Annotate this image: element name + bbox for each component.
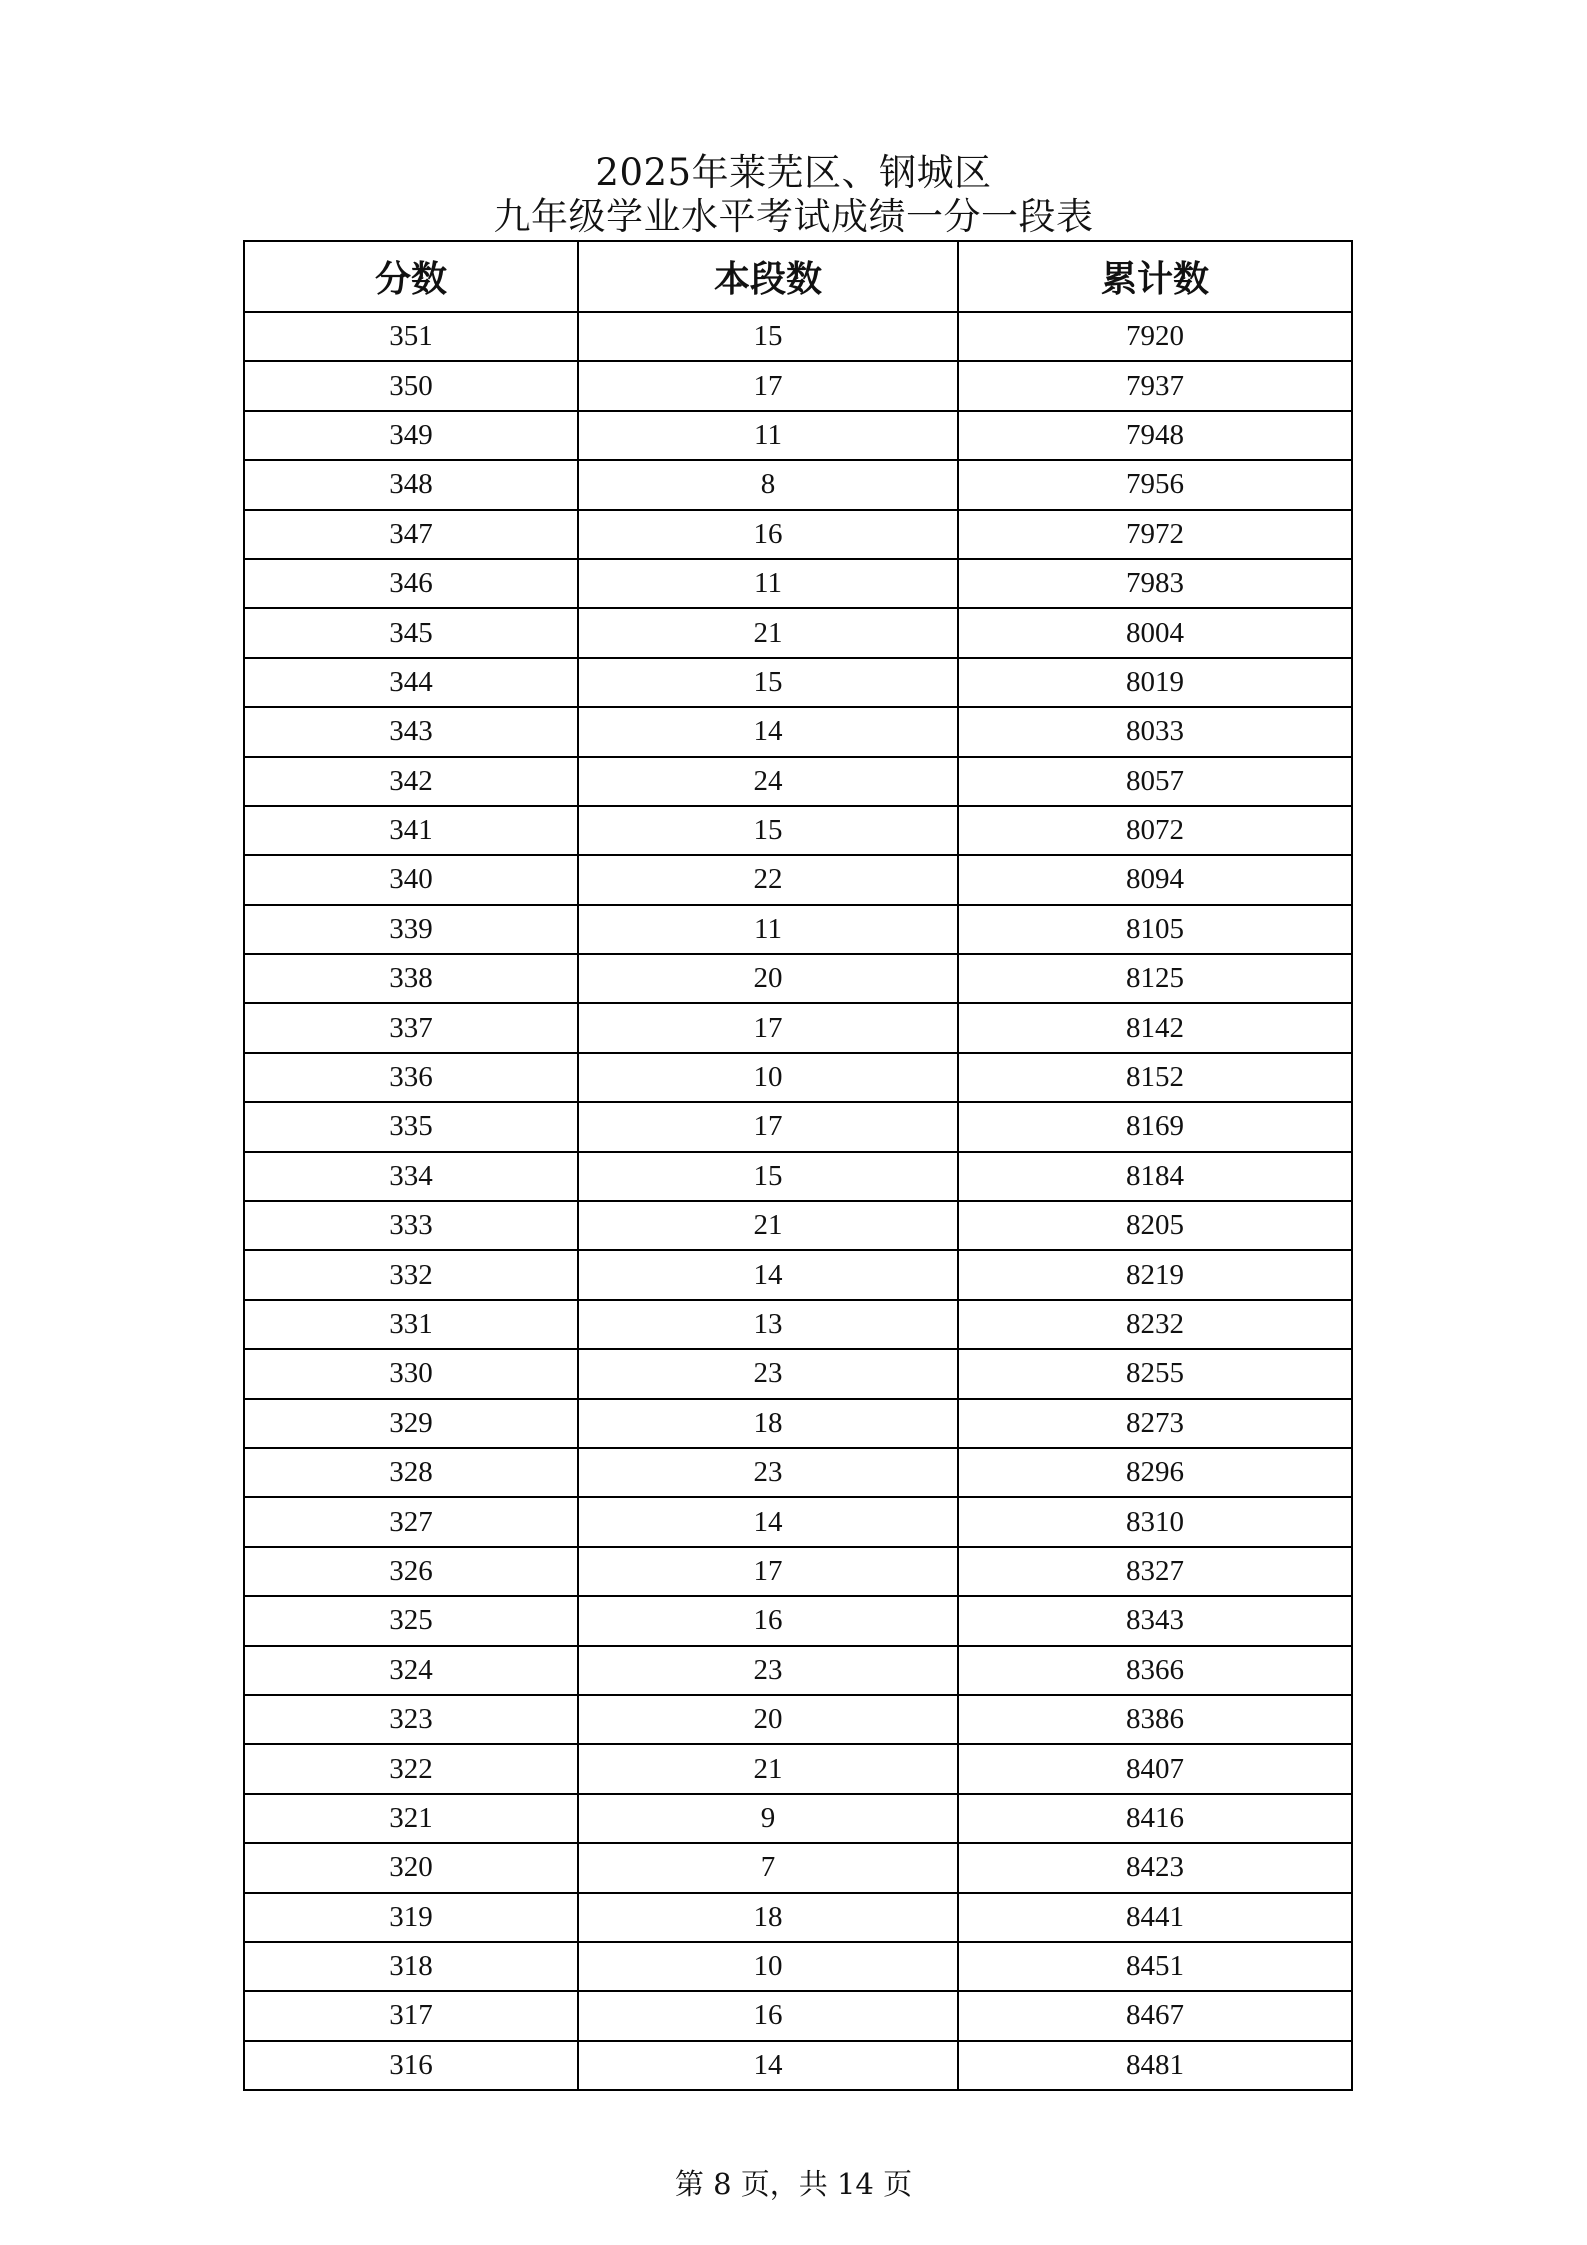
segment-count-cell: 24 [578,757,958,806]
table-row [244,312,1352,361]
score-cell: 348 [244,460,578,509]
table-row [244,1053,1352,1102]
cumulative-count-cell: 8184 [958,1152,1352,1201]
segment-count-cell: 22 [578,855,958,904]
score-cell: 317 [244,1991,578,2040]
segment-count-cell: 8 [578,460,958,509]
table-row [244,411,1352,460]
segment-count-cell: 11 [578,905,958,954]
table-row [244,1695,1352,1744]
score-cell: 330 [244,1349,578,1398]
table-row [244,1201,1352,1250]
score-cell: 335 [244,1102,578,1151]
segment-count-cell: 23 [578,1646,958,1695]
cumulative-count-cell: 8423 [958,1843,1352,1892]
cumulative-count-cell: 8105 [958,905,1352,954]
segment-count-cell: 17 [578,1102,958,1151]
segment-count-cell: 20 [578,1695,958,1744]
table-row [244,510,1352,559]
cumulative-count-cell: 8169 [958,1102,1352,1151]
score-cell: 351 [244,312,578,361]
segment-count-cell: 14 [578,1497,958,1546]
score-cell: 328 [244,1448,578,1497]
page-footer: 第 8 页，共 14 页 [674,2167,913,2201]
segment-count-cell: 16 [578,510,958,559]
table-row [244,757,1352,806]
table-row [244,608,1352,657]
cumulative-count-cell: 8219 [958,1250,1352,1299]
score-cell: 323 [244,1695,578,1744]
cumulative-count-cell: 8386 [958,1695,1352,1744]
table-row [244,658,1352,707]
score-cell: 326 [244,1547,578,1596]
segment-count-cell: 14 [578,1250,958,1299]
score-cell: 324 [244,1646,578,1695]
cumulative-count-cell: 8094 [958,855,1352,904]
score-cell: 334 [244,1152,578,1201]
cumulative-count-cell: 8125 [958,954,1352,1003]
table-row [244,1596,1352,1645]
table-row [244,855,1352,904]
table-row [244,1942,1352,1991]
segment-count-cell: 7 [578,1843,958,1892]
cumulative-count-cell: 8296 [958,1448,1352,1497]
cumulative-count-cell: 8205 [958,1201,1352,1250]
table-row [244,1991,1352,2040]
segment-count-cell: 11 [578,411,958,460]
cumulative-count-cell: 8072 [958,806,1352,855]
segment-count-cell: 23 [578,1349,958,1398]
cumulative-count-cell: 8273 [958,1399,1352,1448]
score-cell: 321 [244,1794,578,1843]
segment-count-cell: 15 [578,658,958,707]
score-cell: 316 [244,2041,578,2090]
cumulative-count-cell: 8019 [958,658,1352,707]
score-cell: 338 [244,954,578,1003]
segment-count-cell: 21 [578,1201,958,1250]
table-row [244,1448,1352,1497]
cumulative-count-cell: 8343 [958,1596,1352,1645]
table-row [244,1102,1352,1151]
cumulative-count-cell: 8441 [958,1893,1352,1942]
segment-count-cell: 15 [578,806,958,855]
segment-count-cell: 13 [578,1300,958,1349]
score-cell: 336 [244,1053,578,1102]
table-row [244,1547,1352,1596]
cumulative-count-cell: 8467 [958,1991,1352,2040]
cumulative-count-cell: 7956 [958,460,1352,509]
cumulative-count-cell: 8033 [958,707,1352,756]
cumulative-count-cell: 8232 [958,1300,1352,1349]
score-cell: 342 [244,757,578,806]
table-row [244,1250,1352,1299]
table-body [244,312,1352,2090]
segment-count-cell: 15 [578,1152,958,1201]
table-row [244,559,1352,608]
table-row [244,1399,1352,1448]
score-cell: 319 [244,1893,578,1942]
header-score: 分数 [244,241,578,312]
segment-count-cell: 18 [578,1399,958,1448]
score-distribution-table [243,240,1353,2091]
score-cell: 318 [244,1942,578,1991]
score-cell: 333 [244,1201,578,1250]
score-cell: 320 [244,1843,578,1892]
table-row [244,1003,1352,1052]
table-row [244,806,1352,855]
score-cell: 327 [244,1497,578,1546]
table-row [244,1843,1352,1892]
score-cell: 349 [244,411,578,460]
cumulative-count-cell: 7948 [958,411,1352,460]
table-row [244,361,1352,410]
cumulative-count-cell: 8004 [958,608,1352,657]
score-cell: 332 [244,1250,578,1299]
cumulative-count-cell: 8327 [958,1547,1352,1596]
score-cell: 325 [244,1596,578,1645]
cumulative-count-cell: 8142 [958,1003,1352,1052]
segment-count-cell: 18 [578,1893,958,1942]
score-cell: 347 [244,510,578,559]
score-cell: 339 [244,905,578,954]
table-row [244,460,1352,509]
cumulative-count-cell: 8310 [958,1497,1352,1546]
score-cell: 329 [244,1399,578,1448]
segment-count-cell: 10 [578,1053,958,1102]
score-cell: 343 [244,707,578,756]
cumulative-count-cell: 8407 [958,1744,1352,1793]
cumulative-count-cell: 8152 [958,1053,1352,1102]
table-row [244,905,1352,954]
table-row [244,1794,1352,1843]
table-row [244,1744,1352,1793]
segment-count-cell: 21 [578,1744,958,1793]
segment-count-cell: 23 [578,1448,958,1497]
segment-count-cell: 17 [578,1003,958,1052]
table-row [244,2041,1352,2090]
cumulative-count-cell: 8057 [958,757,1352,806]
header-segment-count: 本段数 [578,241,958,312]
segment-count-cell: 14 [578,707,958,756]
cumulative-count-cell: 8481 [958,2041,1352,2090]
table-header-row [244,241,1352,312]
table-row [244,1300,1352,1349]
table-row [244,1497,1352,1546]
header-cumulative-count: 累计数 [958,241,1352,312]
table-row [244,707,1352,756]
segment-count-cell: 16 [578,1596,958,1645]
page-title: 2025年莱芜区、钢城区 [595,151,992,194]
segment-count-cell: 17 [578,361,958,410]
table-row [244,1152,1352,1201]
cumulative-count-cell: 8366 [958,1646,1352,1695]
score-cell: 331 [244,1300,578,1349]
cumulative-count-cell: 8451 [958,1942,1352,1991]
table-row [244,1646,1352,1695]
segment-count-cell: 9 [578,1794,958,1843]
page-subtitle: 九年级学业水平考试成绩一分一段表 [493,195,1094,238]
score-cell: 346 [244,559,578,608]
segment-count-cell: 15 [578,312,958,361]
segment-count-cell: 21 [578,608,958,657]
table-row [244,954,1352,1003]
cumulative-count-cell: 7972 [958,510,1352,559]
segment-count-cell: 10 [578,1942,958,1991]
segment-count-cell: 17 [578,1547,958,1596]
score-cell: 337 [244,1003,578,1052]
score-cell: 340 [244,855,578,904]
cumulative-count-cell: 8416 [958,1794,1352,1843]
table-row [244,1893,1352,1942]
cumulative-count-cell: 8255 [958,1349,1352,1398]
cumulative-count-cell: 7983 [958,559,1352,608]
score-cell: 345 [244,608,578,657]
score-cell: 344 [244,658,578,707]
segment-count-cell: 11 [578,559,958,608]
segment-count-cell: 20 [578,954,958,1003]
score-cell: 350 [244,361,578,410]
segment-count-cell: 14 [578,2041,958,2090]
segment-count-cell: 16 [578,1991,958,2040]
cumulative-count-cell: 7937 [958,361,1352,410]
score-cell: 341 [244,806,578,855]
table-row [244,1349,1352,1398]
score-cell: 322 [244,1744,578,1793]
cumulative-count-cell: 7920 [958,312,1352,361]
